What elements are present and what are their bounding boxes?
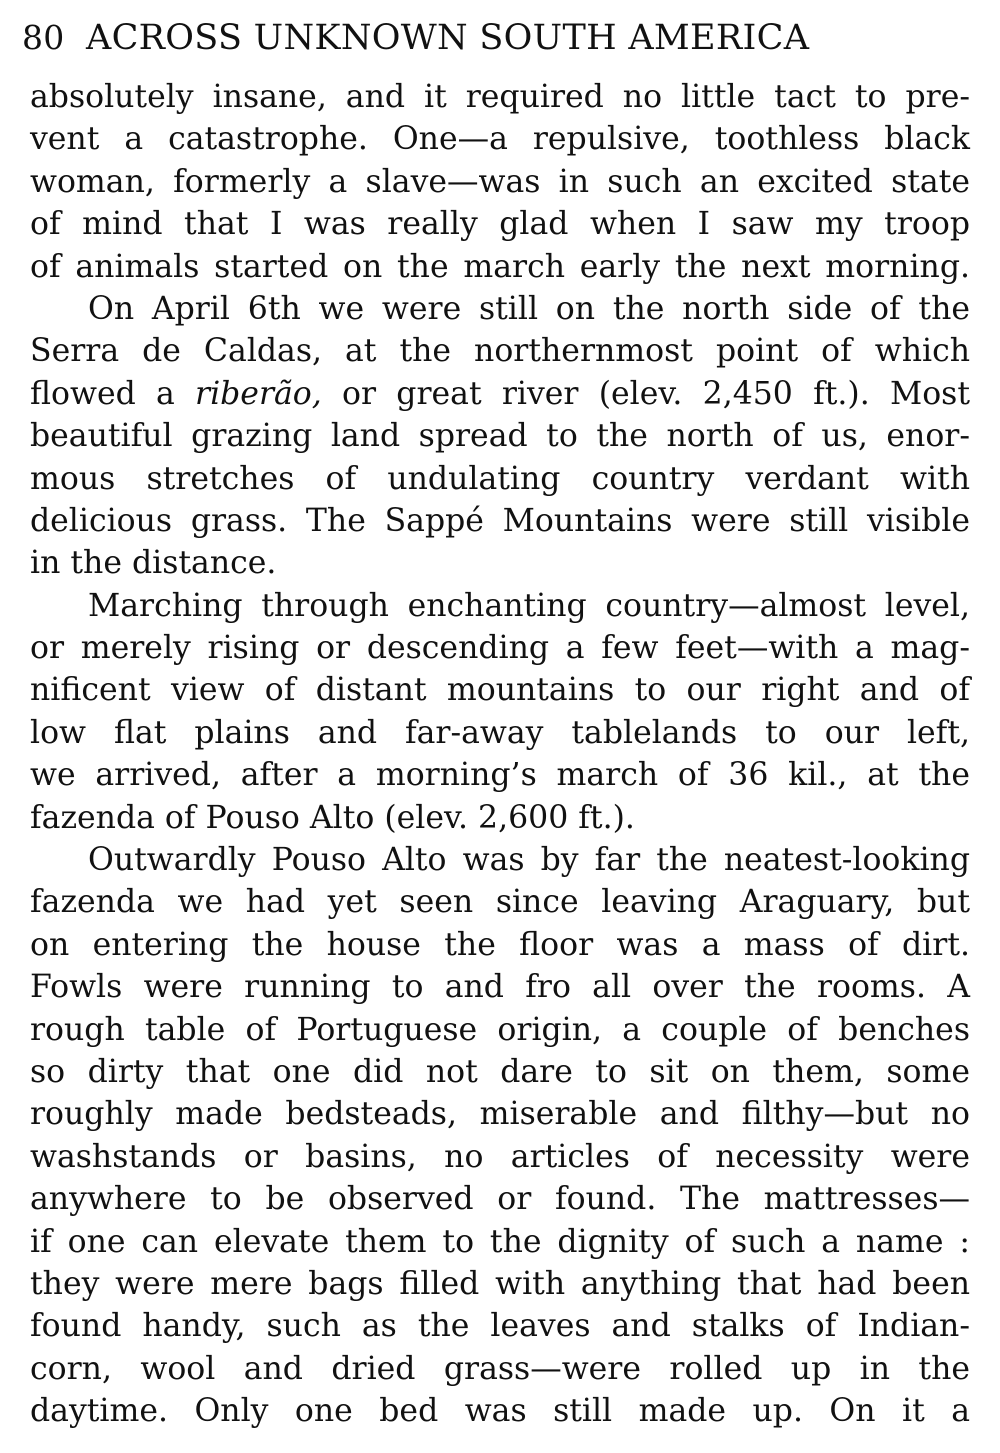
text-line: rough table of Portuguese origin, a couple of benches <box>30 1011 970 1048</box>
paragraph-start-line: Outwardly Pouso Alto was by far the neatest-looking <box>88 842 970 879</box>
paragraph-start-line: On April 6th we were still on the north side of the <box>88 290 970 327</box>
page-number: 80 <box>22 18 65 57</box>
text-line: anywhere to be observed or found. The mattresses— <box>30 1181 970 1218</box>
text-line: Serra de Caldas, at the northernmost point of which <box>30 333 970 370</box>
text-segment: flowed a <box>30 375 175 412</box>
text-line: washstands or basins, no articles of necessity were <box>30 1138 970 1175</box>
text-line: or merely rising or descending a few feet—with a mag- <box>30 630 970 667</box>
text-line: absolutely insane, and it required no little tact to pre- <box>30 79 970 115</box>
text-line: if one can elevate them to the dignity of such a name : <box>30 1223 970 1260</box>
text-line: corn, wool and dried grass—were rolled up in the <box>30 1350 970 1387</box>
running-head <box>22 10 972 66</box>
text-line: beautiful grazing land spread to the north of us, enor- <box>30 418 970 455</box>
text-line: daytime. Only one bed was still made up. On it a <box>30 1393 970 1430</box>
text-line: on entering the house the floor was a mass of dirt. <box>30 926 970 963</box>
text-line: so dirty that one did not dare to sit on them, some <box>30 1053 970 1090</box>
text-segment: or great river (elev. 2,450 ft.). Most <box>342 375 970 412</box>
text-line: Fowls were running to and fro all over the rooms. A <box>30 969 970 1006</box>
text-line: woman, formerly a slave—was in such an excited state <box>30 163 970 200</box>
body-text <box>30 76 970 1433</box>
text-line-with-italic <box>30 373 970 415</box>
text-line: fazenda we had yet seen since leaving Araguary, but <box>30 884 970 921</box>
text-line: mous stretches of undulating country verdant with <box>30 460 970 497</box>
text-line: they were mere bags filled with anything that had been <box>30 1265 970 1302</box>
text-line: roughly made bedsteads, miserable and filthy—but no <box>30 1096 970 1133</box>
paragraph-start-line: Marching through enchanting country—almost level, <box>88 587 970 624</box>
text-line: of mind that I was really glad when I saw my troop <box>30 206 970 243</box>
italic-term: riberão, <box>195 375 322 412</box>
text-line: nificent view of distant mountains to our right and of <box>30 672 970 709</box>
text-line: vent a catastrophe. One—a repulsive, toothless black <box>30 121 970 158</box>
text-line: we arrived, after a morning’s march of 36 kil., at the <box>30 757 970 794</box>
text-line: of animals started on the march early the next morning. <box>30 248 970 285</box>
text-line: found handy, such as the leaves and stalks of Indian- <box>30 1308 970 1345</box>
text-line: low flat plains and far-away tablelands to our left, <box>30 714 970 751</box>
book-title: ACROSS UNKNOWN SOUTH AMERICA <box>86 18 810 58</box>
paragraph-end-line: fazenda of Pouso Alto (elev. 2,600 ft.). <box>30 799 635 836</box>
paragraph-end-line: in the distance. <box>30 545 277 582</box>
text-line: delicious grass. The Sappé Mountains were still visible <box>30 502 970 539</box>
